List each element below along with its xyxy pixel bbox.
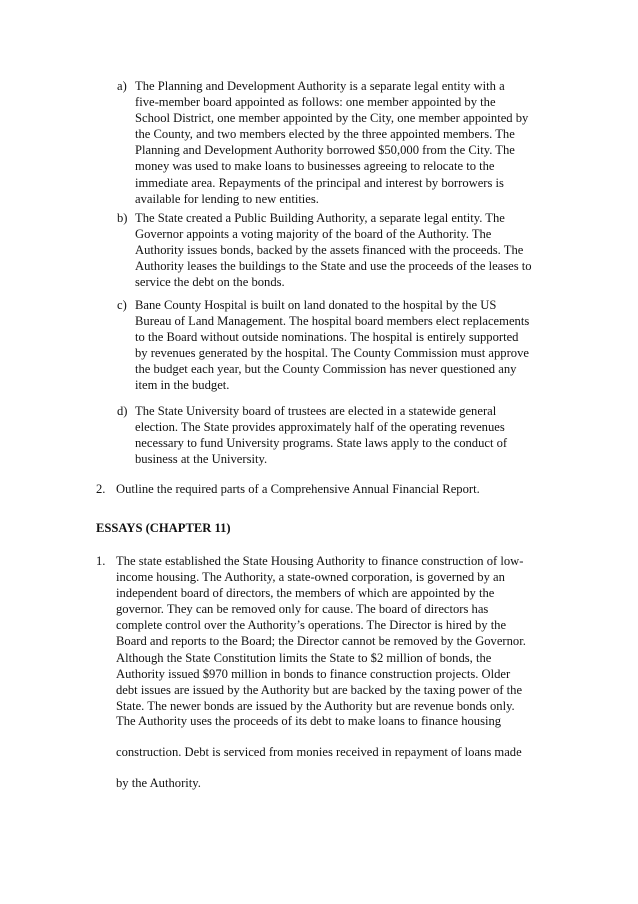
essay-line: complete control over the Authority’s operations. The Director is hired by the: [116, 618, 507, 633]
item-line: to the Board without outside nominations. The hospital is entirely supported: [135, 330, 519, 345]
question-number: 2.: [96, 482, 106, 496]
item-line: item in the budget.: [135, 378, 230, 393]
item-line: the County, and two members elected by the three appointed members. The: [135, 127, 515, 142]
item-line: business at the University.: [135, 452, 268, 467]
essay-question-1: [96, 553, 548, 714]
item-line: Authority leases the buildings to the State and use the proceeds of the leases to: [135, 259, 532, 274]
item-line: Planning and Development Authority borrowed $50,000 from the City. The: [135, 143, 515, 158]
list-item-b: [117, 210, 547, 290]
item-line: Governor appoints a voting majority of the board of the Authority. The: [135, 227, 492, 242]
item-line: School District, one member appointed by the City, one member appointed by: [135, 111, 529, 126]
item-label: d): [117, 404, 128, 418]
essay-line: Board and reports to the Board; the Director cannot be removed by the Governor.: [116, 634, 526, 649]
item-line: Bureau of Land Management. The hospital board members elect replacements: [135, 314, 530, 329]
item-line: service the debt on the bonds.: [135, 275, 285, 290]
item-line: The State created a Public Building Authority, a separate legal entity. The: [135, 211, 505, 225]
question-number: 1.: [96, 554, 106, 568]
item-line: by revenues generated by the hospital. The County Commission must approve: [135, 346, 529, 361]
question-2: [96, 481, 548, 497]
essay-line: State. The newer bonds are issued by the Authority but are revenue bonds only.: [116, 698, 515, 713]
essay-line: Authority issued $970 million in bonds to finance construction projects. Older: [116, 666, 511, 681]
item-line: five-member board appointed as follows: one member appointed by the: [135, 95, 496, 110]
list-item-d: [117, 403, 547, 467]
item-line: money was used to make loans to businesses agreeing to relocate to the: [135, 159, 495, 174]
item-line: Authority issues bonds, backed by the assets financed with the proceeds. The: [135, 243, 524, 258]
section-heading: ESSAYS (CHAPTER 11): [96, 521, 231, 535]
item-line: The Planning and Development Authority is a separate legal entity with a: [135, 79, 505, 93]
essay-line: independent board of directors, the members of which are appointed by the: [116, 586, 495, 601]
essay-line: Although the State Constitution limits the State to $2 million of bonds, the: [116, 650, 492, 665]
essay-line: income housing. The Authority, a state-owned corporation, is governed by an: [116, 570, 505, 585]
item-line: the budget each year, but the County Commission has never questioned any: [135, 362, 517, 377]
item-line: Bane County Hospital is built on land donated to the hospital by the US: [135, 298, 497, 312]
list-item-c: [117, 297, 547, 394]
essay-line: debt issues are issued by the Authority but are backed by the taxing power of the: [116, 682, 523, 697]
essay-paragraph-line: by the Authority.: [116, 776, 201, 790]
essay-line: The state established the State Housing Authority to finance construction of low-: [116, 554, 524, 568]
item-label: a): [117, 79, 127, 93]
item-line: election. The State provides approximately half of the operating revenues: [135, 420, 505, 435]
list-item-a: [117, 78, 547, 207]
item-label: b): [117, 211, 128, 225]
question-text: Outline the required parts of a Comprehensive Annual Financial Report.: [116, 482, 480, 496]
item-label: c): [117, 298, 127, 312]
item-line: necessary to fund University programs. State laws apply to the conduct of: [135, 436, 508, 451]
essay-line: governor. They can be removed only for cause. The board of directors has: [116, 602, 489, 617]
item-line: immediate area. Repayments of the principal and interest by borrowers is: [135, 175, 504, 190]
item-line: The State University board of trustees are elected in a statewide general: [135, 404, 497, 418]
item-line: available for lending to new entities.: [135, 191, 319, 206]
essay-paragraph-line: The Authority uses the proceeds of its debt to make loans to finance housing: [116, 714, 502, 728]
essay-paragraph-line: construction. Debt is serviced from monies received in repayment of loans made: [116, 745, 522, 759]
